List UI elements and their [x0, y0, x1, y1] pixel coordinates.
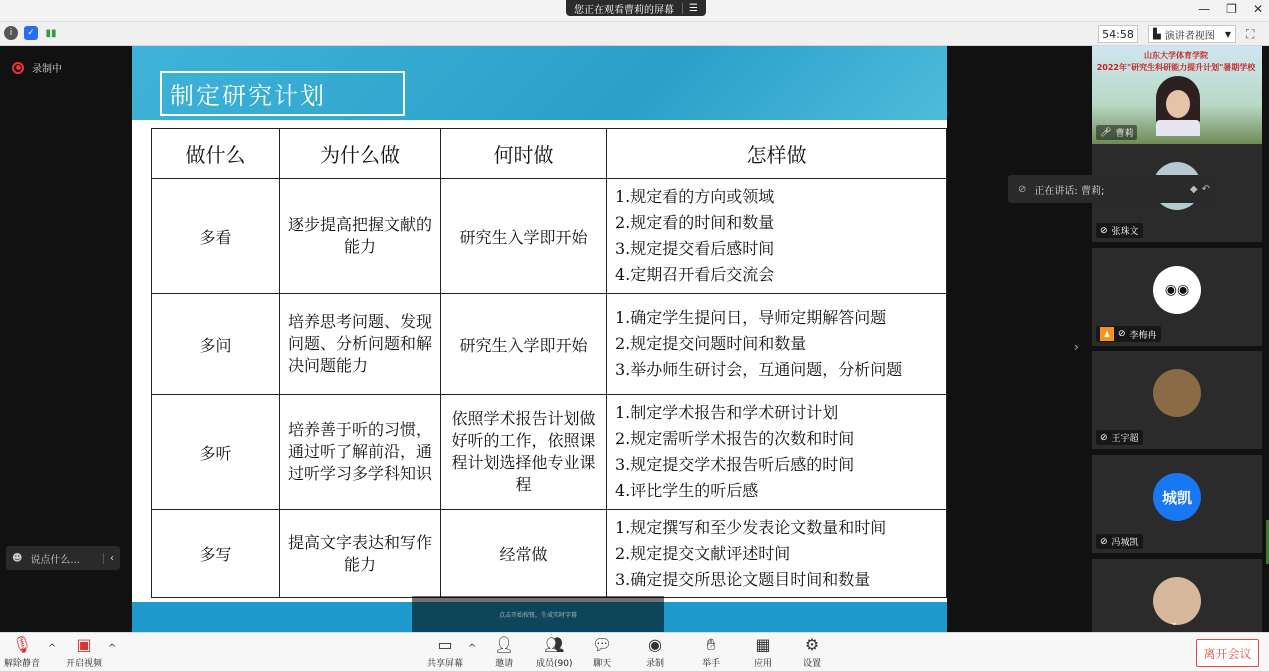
- column-header: 怎样做: [607, 129, 947, 179]
- shield-icon[interactable]: ✓: [24, 26, 38, 40]
- share-screen-icon: ▭: [437, 635, 453, 654]
- participant-name-tag: [1096, 125, 1137, 140]
- step-item: 2.规定提交问题时间和数量: [615, 334, 807, 353]
- participant-name-tag: [1096, 326, 1161, 342]
- table-row: [152, 179, 947, 294]
- step-item: 3.规定提交看后感时间: [615, 239, 775, 258]
- close-icon[interactable]: ✕: [1252, 2, 1263, 16]
- cell-why: 提高文字表达和写作能力: [280, 510, 441, 598]
- recording-indicator: [12, 60, 62, 75]
- shirt: [1156, 120, 1200, 136]
- cell-how: [607, 179, 947, 294]
- cell-how: [607, 510, 947, 598]
- cell-how: [607, 294, 947, 395]
- meeting-timer: 54:58: [1098, 25, 1138, 43]
- view-mode-label: 演讲者视图: [1164, 30, 1215, 42]
- banner-line1: 山东大学体育学院: [1144, 51, 1208, 60]
- step-item: 2.规定看的时间和数量: [615, 213, 775, 232]
- chevron-up-icon[interactable]: ^: [48, 643, 57, 654]
- cell-when: 依照学术报告计划做好听的工作，依照课程计划选择他专业课程: [441, 395, 607, 510]
- table-row: [152, 395, 947, 510]
- meeting-toolbar: [0, 632, 1269, 671]
- start-video-button[interactable]: [66, 636, 102, 669]
- chevron-left-icon[interactable]: ‹: [103, 553, 114, 564]
- cell-when: 研究生入学即开始: [441, 179, 607, 294]
- restore-icon[interactable]: ❐: [1226, 2, 1237, 16]
- unmute-label: 解除静音: [4, 659, 41, 669]
- participant-name: 王宇超: [1111, 434, 1139, 444]
- research-plan-table: [151, 128, 947, 598]
- table-header-row: [152, 129, 947, 179]
- members-button[interactable]: [536, 636, 572, 669]
- undo-icon[interactable]: ↶: [1201, 183, 1210, 195]
- participant-tile[interactable]: [1092, 455, 1262, 553]
- participant-name: 曹莉: [1115, 129, 1134, 139]
- microphone-muted-icon: ⊘: [1100, 536, 1108, 547]
- fullscreen-icon[interactable]: ⛶: [1246, 27, 1255, 41]
- participant-tile-speaker[interactable]: [1092, 46, 1262, 144]
- title-bar: [0, 0, 1269, 22]
- chevron-up-icon[interactable]: ^: [108, 643, 117, 654]
- avatar: 城凯: [1153, 473, 1201, 521]
- cell-why: 培养善于听的习惯，通过听了解前沿，通过听学习多学科知识: [280, 395, 441, 510]
- invite-label: 邀请: [495, 659, 514, 669]
- participant-name: 李梅冉: [1129, 330, 1157, 341]
- meeting-info-bar: [0, 22, 1269, 46]
- microphone-muted-icon: ⊘: [1118, 329, 1126, 339]
- chevron-down-icon[interactable]: ⌄: [1170, 617, 1179, 628]
- participant-tile[interactable]: [1092, 559, 1262, 632]
- step-item: 4.评比学生的听后感: [615, 481, 759, 500]
- info-icon[interactable]: i: [4, 26, 18, 40]
- step-item: 2.规定需听学术报告的次数和时间: [615, 429, 855, 448]
- participant-panel: [1090, 46, 1269, 632]
- apps-label: 应用: [754, 659, 773, 669]
- chat-placeholder: 说点什么...: [30, 554, 80, 566]
- apps-button[interactable]: [754, 636, 772, 669]
- cell-when: 研究生入学即开始: [441, 294, 607, 395]
- chat-button[interactable]: [592, 636, 612, 669]
- column-header: 何时做: [441, 129, 607, 179]
- active-speaker-tooltip: [1008, 175, 1218, 203]
- emoji-icon[interactable]: ☻: [12, 552, 23, 564]
- record-button[interactable]: [646, 636, 664, 669]
- add-user-icon: 👤︎: [494, 635, 515, 654]
- chat-icon: 💬︎: [592, 635, 613, 654]
- step-item: 2.规定提交文献评述时间: [615, 543, 791, 563]
- members-icon: 👥︎: [544, 635, 565, 654]
- menu-icon[interactable]: ☰: [682, 3, 698, 14]
- pin-icon[interactable]: ◆: [1189, 183, 1198, 195]
- step-item: 4.定期召开看后交流会: [615, 265, 775, 284]
- tooltip-controls: [1190, 184, 1210, 195]
- participant-name-tag: [1096, 430, 1143, 445]
- cell-how: [607, 395, 947, 510]
- step-item: 1.规定撰写和至少发表论文数量和时间: [615, 517, 887, 537]
- participant-name: 张珠文: [1111, 227, 1139, 237]
- chat-label: 聊天: [593, 659, 612, 669]
- record-dot-icon: [12, 62, 24, 74]
- window-controls: [1198, 2, 1263, 16]
- record-icon: ◉: [648, 635, 662, 654]
- hand-icon: ✋︎: [706, 635, 716, 654]
- step-item: 1.确定学生提问日，导师定期解答问题: [615, 308, 887, 327]
- members-label: 成员(90): [536, 659, 573, 669]
- banner-line2: 2022年"研究生科研能力提升计划"暑期学校: [1096, 63, 1256, 72]
- screen-share-notice: [566, 0, 706, 16]
- microphone-muted-icon: ⊘: [1100, 225, 1108, 236]
- signal-icon[interactable]: ▮▮: [45, 27, 57, 39]
- meeting-status-icons: [4, 26, 58, 40]
- table-row: [152, 294, 947, 395]
- layout-icon: ▙: [1153, 28, 1161, 40]
- start-video-label: 开启视频: [66, 659, 103, 669]
- cell-why: 逐步提高把握文献的能力: [280, 179, 441, 294]
- microphone-muted-icon: ⊘: [1100, 432, 1108, 443]
- cell-what: 多看: [152, 179, 280, 294]
- participant-name-tag: [1096, 534, 1143, 549]
- cell-what: 多写: [152, 510, 280, 598]
- gear-icon: ⚙: [804, 635, 820, 654]
- left-panel: [0, 46, 132, 632]
- record-label: 录制: [646, 659, 665, 669]
- microphone-icon: 🎤︎: [1100, 127, 1112, 138]
- step-item: 1.制定学术报告和学术研讨计划: [615, 403, 839, 422]
- avatar: [1153, 369, 1201, 417]
- participant-tile[interactable]: [1092, 351, 1262, 449]
- step-item: 1.规定看的方向或领域: [615, 187, 775, 206]
- host-badge-icon: ♟: [1100, 327, 1114, 341]
- video-gap: [947, 46, 1090, 632]
- settings-button[interactable]: [803, 636, 821, 669]
- settings-label: 设置: [803, 659, 822, 669]
- slide-title: 制定研究计划: [160, 71, 405, 116]
- step-item: 3.规定提交学术报告听后感的时间: [615, 455, 855, 474]
- camera-off-icon: ▣: [76, 635, 92, 654]
- chevron-right-icon[interactable]: ›: [1074, 340, 1079, 354]
- speaker-video: [1156, 76, 1200, 136]
- table-row: [152, 510, 947, 598]
- cell-why: 培养思考问题、发现问题、分析问题和解决问题能力: [280, 294, 441, 395]
- cell-what: 多问: [152, 294, 280, 395]
- cell-when: 经常做: [441, 510, 607, 598]
- participant-name: 冯城凯: [1111, 538, 1139, 548]
- microphone-muted-icon: 🎙︎: [11, 635, 33, 654]
- unmute-button[interactable]: [4, 636, 40, 669]
- speaking-label: 正在讲话: 曹莉;: [1034, 185, 1105, 197]
- raise-hand-label: 举手: [702, 659, 721, 669]
- chevron-up-icon[interactable]: ^: [468, 643, 477, 654]
- microphone-muted-icon: ⊘: [1018, 183, 1027, 195]
- leave-meeting-button[interactable]: 离开会议: [1196, 639, 1259, 667]
- apps-icon: ▦: [755, 635, 771, 654]
- caption-text: 点击开始按钮，生成实时字幕: [498, 611, 577, 619]
- share-notice-text: 您正在观看曹莉的屏幕: [574, 4, 674, 16]
- invite-button[interactable]: [494, 636, 514, 669]
- face: [1166, 90, 1190, 118]
- step-item: 3.举办师生研讨会，互通问题，分析问题: [615, 360, 903, 379]
- view-mode-dropdown[interactable]: [1148, 25, 1236, 43]
- participant-name-tag: [1096, 223, 1143, 238]
- quick-chat-input[interactable]: [6, 546, 120, 570]
- raise-hand-button[interactable]: [702, 636, 720, 669]
- step-item: 3.确定提交所思论文题目时间和数量: [615, 569, 871, 589]
- avatar: ◉◉: [1153, 266, 1201, 314]
- participant-tile[interactable]: [1092, 248, 1262, 346]
- caption-prompt[interactable]: [412, 596, 664, 632]
- minimize-icon[interactable]: —: [1198, 2, 1211, 16]
- share-screen-button[interactable]: [427, 636, 463, 669]
- chevron-down-icon: ▼: [1224, 29, 1231, 39]
- column-header: 做什么: [152, 129, 280, 179]
- shared-slide: [132, 46, 947, 632]
- share-screen-label: 共享屏幕: [427, 659, 464, 669]
- cell-what: 多听: [152, 395, 280, 510]
- column-header: 为什么做: [280, 129, 441, 179]
- recording-label: 录制中: [32, 64, 62, 75]
